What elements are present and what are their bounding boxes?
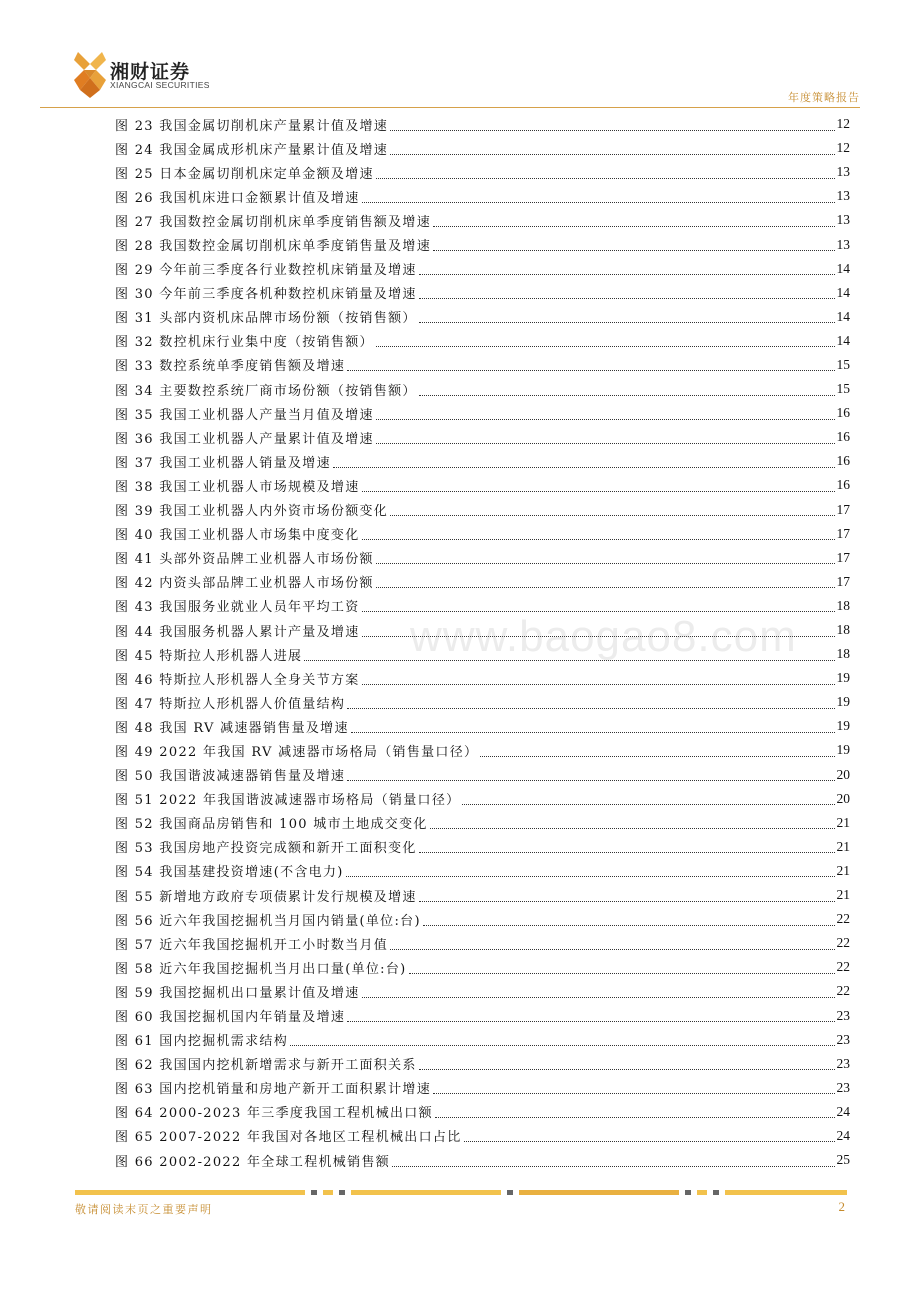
toc-entry-label[interactable]: 图 28 我国数控金属切削机床单季度销售量及增速	[115, 239, 432, 255]
toc-entry-label[interactable]: 图 65 2007-2022 年我国对各地区工程机械出口占比	[115, 1130, 462, 1146]
toc-entry-label[interactable]: 图 26 我国机床进口金额累计值及增速	[115, 190, 360, 206]
toc-entry[interactable]	[115, 738, 850, 762]
toc-leader-dots	[409, 961, 835, 974]
toc-entry-page[interactable]: 13	[836, 164, 850, 180]
toc-leader-dots	[376, 575, 835, 588]
toc-entry-label[interactable]: 图 36 我国工业机器人产量累计值及增速	[115, 431, 374, 447]
toc-leader-dots	[376, 551, 835, 564]
toc-entry[interactable]	[115, 112, 850, 136]
toc-entry-label[interactable]: 图 62 我国国内挖机新增需求与新开工面积关系	[115, 1058, 417, 1074]
toc-entry-label[interactable]: 图 64 2000-2023 年三季度我国工程机械出口额	[115, 1106, 433, 1122]
toc-entry[interactable]	[115, 208, 850, 232]
toc-leader-dots	[290, 1033, 834, 1046]
toc-entry-page[interactable]: 14	[836, 260, 850, 276]
toc-leader-dots	[347, 696, 834, 709]
toc-entry-label[interactable]: 图 59 我国挖掘机出口量累计值及增速	[115, 985, 360, 1001]
toc-entry-page[interactable]: 19	[836, 718, 850, 734]
page-number: 2	[838, 1199, 845, 1214]
toc-entry[interactable]	[115, 1052, 850, 1076]
toc-entry-label[interactable]: 图 48 我国 RV 减速器销售量及增速	[115, 720, 349, 736]
toc-entry-page[interactable]: 20	[836, 766, 850, 782]
toc-entry-label[interactable]: 图 50 我国谐波减速器销售量及增速	[115, 769, 346, 785]
toc-leader-dots	[347, 358, 834, 371]
toc-leader-dots	[347, 1009, 834, 1022]
toc-entry[interactable]	[115, 883, 850, 907]
toc-entry-label[interactable]: 图 38 我国工业机器人市场规模及增速	[115, 479, 360, 495]
toc-entry-label[interactable]: 图 43 我国服务业就业人员年平均工资	[115, 600, 360, 616]
toc-leader-dots	[362, 985, 835, 998]
toc-entry[interactable]	[115, 931, 850, 955]
toc-entry-label[interactable]: 图 55 新增地方政府专项债累计发行规模及增速	[115, 889, 417, 905]
toc-entry-page[interactable]: 14	[836, 332, 850, 348]
toc-leader-dots	[362, 479, 835, 492]
toc-leader-dots	[433, 238, 834, 251]
toc-entry-label[interactable]: 图 61 国内挖掘机需求结构	[115, 1034, 289, 1050]
toc-entry[interactable]	[115, 666, 850, 690]
toc-entry-page[interactable]: 17	[836, 525, 850, 541]
toc-entry-page[interactable]: 18	[836, 622, 850, 638]
toc-entry[interactable]	[115, 160, 850, 184]
toc-entry[interactable]	[115, 425, 850, 449]
toc-entry-label[interactable]: 图 30 今年前三季度各机种数控机床销量及增速	[115, 287, 417, 303]
toc-leader-dots	[347, 768, 834, 781]
toc-entry-label[interactable]: 图 25 日本金属切削机床定单金额及增速	[115, 166, 374, 182]
toc-entry-page[interactable]: 22	[836, 959, 850, 975]
toc-entry[interactable]	[115, 522, 850, 546]
toc-entry[interactable]	[115, 979, 850, 1003]
toc-entry[interactable]	[115, 232, 850, 256]
footer-divider	[75, 1190, 847, 1195]
toc-leader-dots	[351, 720, 835, 733]
toc-entry-page[interactable]: 16	[836, 477, 850, 493]
toc-entry-page[interactable]: 17	[836, 573, 850, 589]
toc-leader-dots	[376, 334, 835, 347]
header-divider	[40, 107, 860, 108]
toc-entry-label[interactable]: 图 54 我国基建投资增速(不含电力)	[115, 865, 344, 881]
toc-entry-label[interactable]: 图 24 我国金属成形机床产量累计值及增速	[115, 142, 389, 158]
toc-entry-page[interactable]: 21	[836, 862, 850, 878]
toc-entry-page[interactable]: 21	[836, 838, 850, 854]
toc-entry-page[interactable]: 24	[836, 1103, 850, 1119]
toc-entry-label[interactable]: 图 53 我国房地产投资完成额和新开工面积变化	[115, 841, 417, 857]
toc-entry[interactable]	[115, 811, 850, 835]
toc-leader-dots	[419, 262, 835, 275]
toc-entry[interactable]	[115, 859, 850, 883]
toc-entry[interactable]	[115, 714, 850, 738]
toc-entry[interactable]	[115, 473, 850, 497]
toc-entry-page[interactable]: 24	[836, 1127, 850, 1143]
toc-leader-dots	[419, 310, 835, 323]
toc-entry-label[interactable]: 图 45 特斯拉人形机器人进展	[115, 648, 303, 664]
brand-name: 湘财证券	[110, 61, 191, 83]
watermark: www.baogao8.com	[410, 612, 797, 661]
toc-leader-dots	[480, 744, 834, 757]
toc-leader-dots	[419, 840, 835, 853]
toc-entry-label[interactable]: 图 27 我国数控金属切削机床单季度销售额及增速	[115, 214, 432, 230]
toc-entry[interactable]	[115, 907, 850, 931]
toc-entry-page[interactable]: 23	[836, 1007, 850, 1023]
toc-leader-dots	[392, 1154, 835, 1167]
toc-leader-dots	[433, 1081, 834, 1094]
toc-entry-label[interactable]: 图 37 我国工业机器人销量及增速	[115, 455, 331, 471]
toc-entry-label[interactable]: 图 35 我国工业机器人产量当月值及增速	[115, 407, 374, 423]
toc-leader-dots	[362, 527, 835, 540]
toc-entry-page[interactable]: 19	[836, 742, 850, 758]
toc-entry[interactable]	[115, 449, 850, 473]
toc-entry-label[interactable]: 图 47 特斯拉人形机器人价值量结构	[115, 696, 346, 712]
toc-entry[interactable]	[115, 329, 850, 353]
toc-entry[interactable]	[115, 257, 850, 281]
toc-entry[interactable]	[115, 1124, 850, 1148]
toc-entry[interactable]	[115, 787, 850, 811]
toc-entry-page[interactable]: 19	[836, 694, 850, 710]
toc-entry-page[interactable]: 22	[836, 983, 850, 999]
toc-entry-label[interactable]: 图 31 头部内资机床品牌市场份额（按销售额）	[115, 311, 417, 327]
toc-entry-page[interactable]: 23	[836, 1079, 850, 1095]
toc-entry-label[interactable]: 图 41 头部外资品牌工业机器人市场份额	[115, 552, 374, 568]
toc-entry[interactable]	[115, 1100, 850, 1124]
toc-entry-page[interactable]: 21	[836, 814, 850, 830]
toc-leader-dots	[430, 816, 835, 829]
toc-entry-page[interactable]: 19	[836, 670, 850, 686]
toc-leader-dots	[423, 913, 835, 926]
toc-entry-label[interactable]: 图 56 近六年我国挖掘机当月国内销量(单位:台)	[115, 913, 421, 929]
toc-leader-dots	[376, 407, 835, 420]
toc-entry[interactable]	[115, 835, 850, 859]
toc-entry-page[interactable]: 21	[836, 887, 850, 903]
toc-entry-page[interactable]: 25	[836, 1152, 850, 1168]
toc-entry-page[interactable]: 23	[836, 1031, 850, 1047]
toc-leader-dots	[419, 383, 835, 396]
toc-entry[interactable]	[115, 184, 850, 208]
toc-entry-label[interactable]: 图 58 近六年我国挖掘机当月出口量(单位:台)	[115, 961, 407, 977]
toc-entry[interactable]	[115, 763, 850, 787]
toc-entry[interactable]	[115, 401, 850, 425]
toc-leader-dots	[333, 455, 835, 468]
toc-entry-page[interactable]: 16	[836, 405, 850, 421]
toc-leader-dots	[435, 1105, 835, 1118]
toc-leader-dots	[419, 889, 835, 902]
toc-entry-page[interactable]: 23	[836, 1055, 850, 1071]
toc-entry-page[interactable]: 18	[836, 646, 850, 662]
toc-leader-dots	[390, 937, 834, 950]
page-header	[0, 0, 920, 112]
report-type: 年度策略报告	[788, 91, 860, 104]
toc-entry[interactable]	[115, 305, 850, 329]
toc-entry-label[interactable]: 图 23 我国金属切削机床产量累计值及增速	[115, 118, 389, 134]
toc-entry[interactable]	[115, 353, 850, 377]
toc-entry-page[interactable]: 14	[836, 284, 850, 300]
toc-entry[interactable]	[115, 1076, 850, 1100]
toc-leader-dots	[419, 1057, 835, 1070]
toc-entry-page[interactable]: 16	[836, 453, 850, 469]
toc-entry-page[interactable]: 15	[836, 381, 850, 397]
toc-entry[interactable]	[115, 955, 850, 979]
toc-entry-page[interactable]: 16	[836, 429, 850, 445]
toc-leader-dots	[376, 431, 835, 444]
toc-leader-dots	[462, 792, 834, 805]
toc-entry-label[interactable]: 图 42 内资头部品牌工业机器人市场份额	[115, 576, 374, 592]
toc-entry[interactable]	[115, 1028, 850, 1052]
toc-entry-page[interactable]: 13	[836, 236, 850, 252]
toc-leader-dots	[362, 672, 835, 685]
toc-entry-label[interactable]: 图 49 2022 年我国 RV 减速器市场格局（销售量口径）	[115, 744, 479, 760]
toc-entry-label[interactable]: 图 60 我国挖掘机国内年销量及增速	[115, 1010, 346, 1026]
toc-entry-label[interactable]: 图 33 数控系统单季度销售额及增速	[115, 359, 346, 375]
toc-entry-page[interactable]: 18	[836, 597, 850, 613]
toc-entry-label[interactable]: 图 66 2002-2022 年全球工程机械销售额	[115, 1154, 390, 1170]
toc-entry-page[interactable]: 22	[836, 935, 850, 951]
toc-leader-dots	[390, 142, 834, 155]
toc-entry-page[interactable]: 12	[836, 116, 850, 132]
toc-entry[interactable]	[115, 570, 850, 594]
toc-entry-label[interactable]: 图 52 我国商品房销售和 100 城市土地成交变化	[115, 817, 428, 833]
toc-entry-label[interactable]: 图 32 数控机床行业集中度（按销售额）	[115, 335, 374, 351]
toc-entry[interactable]	[115, 690, 850, 714]
toc-entry[interactable]	[115, 498, 850, 522]
toc-leader-dots	[419, 286, 835, 299]
toc-entry-label[interactable]: 图 63 国内挖机销量和房地产新开工面积累计增速	[115, 1082, 432, 1098]
toc-entry-label[interactable]: 图 29 今年前三季度各行业数控机床销量及增速	[115, 263, 417, 279]
toc-entry-label[interactable]: 图 51 2022 年我国谐波减速器市场格局（销量口径）	[115, 793, 461, 809]
toc-leader-dots	[433, 214, 834, 227]
toc-entry[interactable]	[115, 136, 850, 160]
toc-leader-dots	[362, 190, 835, 203]
toc-entry-page[interactable]: 12	[836, 140, 850, 156]
toc-entry-label[interactable]: 图 57 近六年我国挖掘机开工小时数当月值	[115, 937, 389, 953]
toc-entry[interactable]	[115, 1003, 850, 1027]
toc-leader-dots	[376, 166, 835, 179]
toc-entry-label[interactable]: 图 40 我国工业机器人市场集中度变化	[115, 528, 360, 544]
toc-entry-page[interactable]: 13	[836, 212, 850, 228]
toc-entry-page[interactable]: 17	[836, 501, 850, 517]
toc-entry-label[interactable]: 图 34 主要数控系统厂商市场份额（按销售额）	[115, 383, 417, 399]
toc-entry[interactable]	[115, 546, 850, 570]
xiangcai-logo-icon	[70, 50, 110, 100]
toc-entry[interactable]	[115, 281, 850, 305]
toc-entry[interactable]	[115, 1148, 850, 1172]
toc-entry-label[interactable]: 图 46 特斯拉人形机器人全身关节方案	[115, 672, 360, 688]
toc-entry-label[interactable]: 图 44 我国服务机器人累计产量及增速	[115, 624, 360, 640]
toc-entry-page[interactable]: 17	[836, 549, 850, 565]
toc-leader-dots	[464, 1129, 835, 1142]
toc-entry-page[interactable]: 13	[836, 188, 850, 204]
toc-leader-dots	[362, 599, 835, 612]
toc-entry-page[interactable]: 14	[836, 308, 850, 324]
toc-entry-page[interactable]: 20	[836, 790, 850, 806]
brand-name-english: XIANGCAI SECURITIES	[110, 80, 210, 90]
toc-entry[interactable]	[115, 377, 850, 401]
toc-entry-page[interactable]: 15	[836, 356, 850, 372]
footer-disclaimer: 敬请阅读末页之重要声明	[75, 1203, 213, 1216]
toc-entry-label[interactable]: 图 39 我国工业机器人内外资市场份额变化	[115, 504, 389, 520]
toc-entry-page[interactable]: 22	[836, 911, 850, 927]
toc-leader-dots	[390, 118, 834, 131]
toc-leader-dots	[346, 864, 835, 877]
toc-leader-dots	[390, 503, 834, 516]
